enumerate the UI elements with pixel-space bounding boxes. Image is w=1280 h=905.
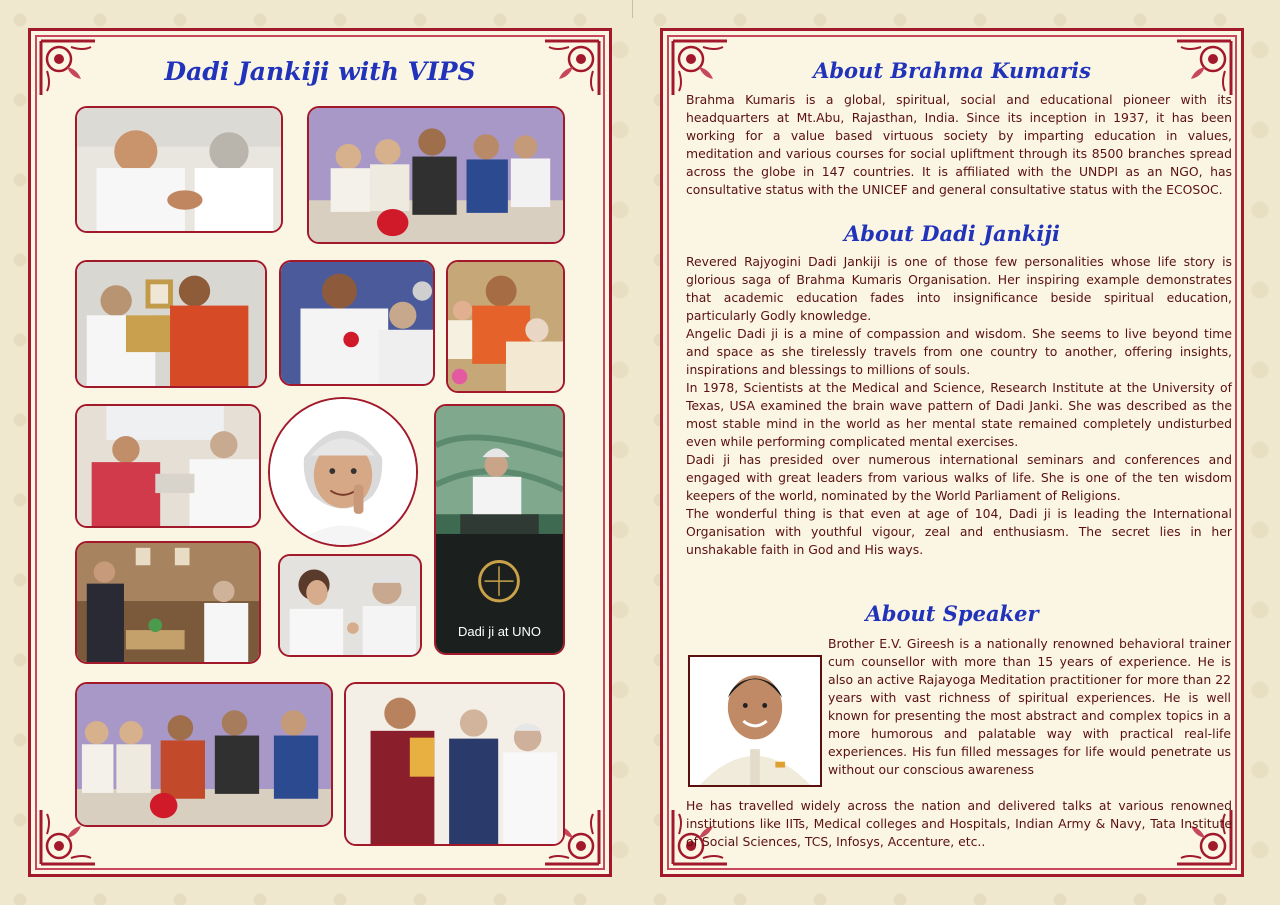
photo-vip-5: [446, 260, 565, 393]
paragraph: The wonderful thing is that even at age of 104, Dadi ji is leading the International Organisation with youthful vigour, zeal and enthusiasm. The secret lies in her unshakable faith in God and His ways.: [686, 506, 1232, 557]
photo-dadi-portrait: [268, 397, 418, 547]
right-page: [660, 28, 1244, 877]
paragraph: Dadi ji has presided over numerous international seminars and conferences and engaged with great leaders from various walks of life. She is one of the ten wisdom keepers of the world, nominated by the World Parliament of Religions.: [686, 452, 1232, 503]
heading-about-dadi-jankiji: About Dadi Jankiji: [844, 221, 1060, 246]
page-title: Dadi Jankiji with VIPS: [164, 57, 476, 86]
uno-caption: Dadi ji at UNO: [457, 624, 542, 639]
photo-vip-4: [279, 260, 435, 386]
photo-vip-1: [75, 106, 283, 233]
photo-vip-9: [75, 682, 333, 827]
heading-about-brahma-kumaris: About Brahma Kumaris: [813, 58, 1091, 83]
heading-about-speaker: About Speaker: [865, 601, 1039, 626]
photo-vip-2: [307, 106, 565, 244]
paragraph: Revered Rajyogini Dadi Jankiji is one of those few personalities whose life story is glorious saga of Brahma Kumaris Organisation. Her inspiring example demonstrates that academic education fades into insignificance beside spiritual education, particularly Godly knowledge.: [686, 254, 1232, 323]
paragraph: Angelic Dadi ji is a mine of compassion and wisdom. She seems to live beyond time and space as she tirelessly travels from one country to another, offering insights, inspirations and blessings to millions of souls.: [686, 326, 1232, 377]
speaker-photo: [688, 655, 822, 787]
photo-vip-7: [75, 541, 261, 664]
photo-vip-8: [278, 554, 422, 657]
paragraph: In 1978, Scientists at the Medical and Science, Research Institute at the University of Texas, USA examined the brain wave pattern of Dadi Janki. She was described as the most stable mind in the world as her mental state remained completely undisturbed even while performing complicated mental exercises.: [686, 380, 1232, 449]
photo-vip-6: [75, 404, 261, 528]
text-about-brahma-kumaris: Brahma Kumaris is a global, spiritual, social and educational pioneer with its headquarters at Mt.Abu, Rajasthan, India. Since its inception in 1937, it has been working for a value based virtuous society by imparting education in values, meditation and various courses for social upliftment through its 8500 branches spread across the globe in 147 countries. It is affiliated with the UNDPI as an NGO, has consultative status with the UNICEF and general consultative status with the ECOSOC.: [686, 92, 1232, 197]
photo-vip-10: [344, 682, 565, 846]
text-about-speaker: Brother E.V. Gireesh is a nationally renowned behavioral trainer cum counsellor with more than 15 years of experience. He is also an active Rajayoga Meditation practitioner for more than 22 years with vast richness of spiritual experiences. He is well known for presenting the most abstract and complex topics in a more humorous and palatable way with practical real-life experiences. His fun filled messages for life would penetrate us without our conscious awareness: [828, 636, 1231, 777]
text-about-speaker-continued: He has travelled widely across the nation and delivered talks at various renowned institutions like IITs, Medical colleges and Hospitals, Indian Army & Navy, Tata Institute of Social Sciences, TCS, Infosys, Accenture, etc..: [686, 798, 1232, 849]
left-page: [28, 28, 612, 877]
photo-dadi-at-uno: [434, 404, 565, 655]
text-about-dadi-jankiji: [686, 253, 1232, 559]
page-fold: [632, 0, 633, 18]
photo-vip-3: [75, 260, 267, 388]
